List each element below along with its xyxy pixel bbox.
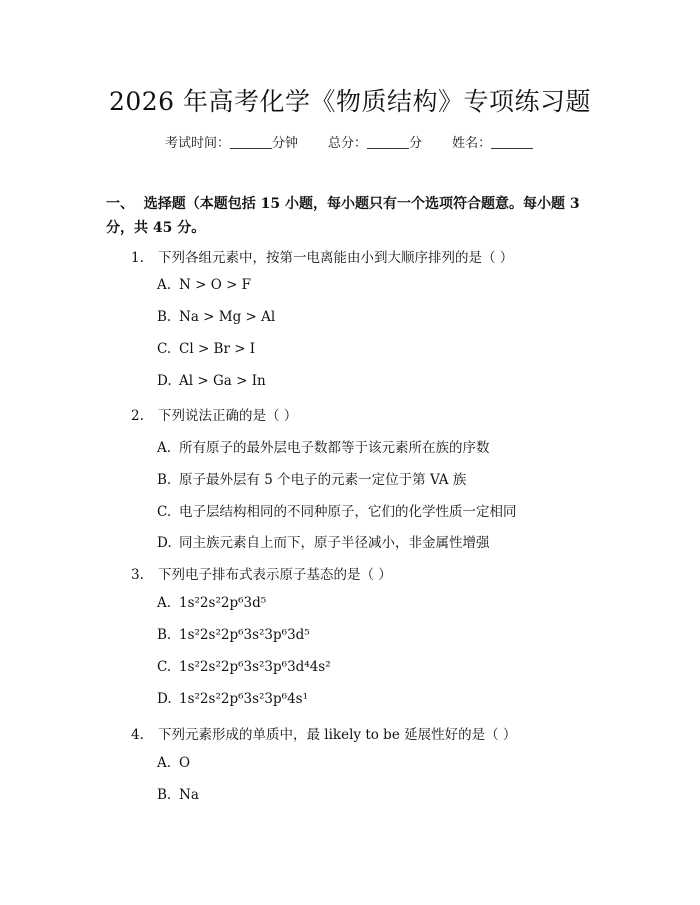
question-stem: 下列电子排布式表示原子基态的是（ ） — [158, 567, 392, 583]
option-2b[interactable] — [157, 468, 466, 488]
option-text: 1s²2s²2p⁶3d⁵ — [179, 595, 267, 611]
option-1c[interactable] — [157, 341, 255, 357]
option-text: 电子层结构相同的不同种原子，它们的化学性质一定相同 — [179, 504, 517, 520]
time-unit: 分钟 — [272, 136, 299, 151]
question-number: 1. — [131, 250, 144, 266]
option-letter: B. — [157, 787, 172, 803]
option-letter: B. — [157, 309, 172, 325]
option-2c[interactable] — [157, 500, 517, 520]
option-text: 1s²2s²2p⁶3s²3p⁶4s¹ — [179, 691, 309, 707]
option-letter: A. — [157, 595, 172, 611]
section-number: 一、 — [106, 196, 134, 212]
option-3a[interactable] — [157, 595, 266, 611]
question-number: 3. — [131, 567, 144, 583]
option-letter: D. — [157, 373, 172, 389]
option-letter: B. — [157, 627, 172, 643]
option-1b[interactable] — [157, 309, 275, 325]
option-3c[interactable] — [157, 659, 331, 675]
option-text: 同主族元素自上而下，原子半径减小，非金属性增强 — [179, 535, 490, 551]
time-blank[interactable] — [230, 136, 272, 149]
option-letter: D. — [157, 691, 172, 707]
time-label: 考试时间： — [165, 136, 231, 151]
option-1a[interactable] — [157, 277, 251, 293]
option-text: 1s²2s²2p⁶3s²3p⁶3d⁴4s² — [179, 659, 331, 675]
option-text: Na — [179, 787, 199, 803]
option-letter: C. — [157, 659, 172, 675]
score-blank[interactable] — [367, 136, 409, 149]
option-letter: C. — [157, 504, 172, 520]
option-text: Al > Ga > In — [179, 373, 266, 389]
option-letter: A. — [157, 755, 172, 771]
option-3d[interactable] — [157, 691, 308, 707]
question-4 — [131, 723, 516, 743]
question-stem: 下列说法正确的是（ ） — [158, 408, 298, 424]
score-unit: 分 — [409, 136, 423, 151]
name-blank[interactable] — [491, 136, 533, 149]
option-text: Cl > Br > I — [179, 341, 256, 357]
section-heading — [106, 192, 596, 240]
page-title: 2026 年高考化学《物质结构》专项练习题 — [108, 87, 592, 116]
option-letter: D. — [157, 535, 172, 551]
option-letter: B. — [157, 472, 172, 488]
option-2a[interactable] — [157, 436, 490, 456]
option-text: O — [179, 755, 191, 771]
option-letter: C. — [157, 341, 172, 357]
option-4a[interactable] — [157, 755, 190, 771]
option-letter: A. — [157, 440, 172, 456]
option-letter: A. — [157, 277, 172, 293]
option-text: N > O > F — [179, 277, 252, 293]
question-stem: 下列元素形成的单质中，最 likely to be 延展性好的是（ ） — [158, 727, 517, 743]
option-text: 1s²2s²2p⁶3s²3p⁶3d⁵ — [179, 627, 310, 643]
question-number: 2. — [131, 408, 144, 424]
option-3b[interactable] — [157, 627, 310, 643]
exam-info-line — [165, 132, 533, 151]
question-1 — [131, 246, 513, 266]
question-number: 4. — [131, 727, 144, 743]
score-label: 总分： — [328, 136, 368, 151]
option-text: 原子最外层有 5 个电子的元素一定位于第 VA 族 — [179, 472, 467, 488]
option-4b[interactable] — [157, 787, 199, 803]
question-stem: 下列各组元素中，按第一电离能由小到大顺序排列的是（ ） — [158, 250, 514, 266]
option-1d[interactable] — [157, 373, 266, 389]
question-2 — [131, 404, 297, 424]
name-label: 姓名： — [452, 136, 492, 151]
question-3 — [131, 563, 392, 583]
option-text: Na > Mg > Al — [179, 309, 276, 325]
section-text: 选择题（本题包括 15 小题，每小题只有一个选项符合题意。每小题 3 分，共 45 分。 — [106, 196, 580, 236]
option-text: 所有原子的最外层电子数都等于该元素所在族的序数 — [179, 440, 490, 456]
option-2d[interactable] — [157, 531, 490, 551]
